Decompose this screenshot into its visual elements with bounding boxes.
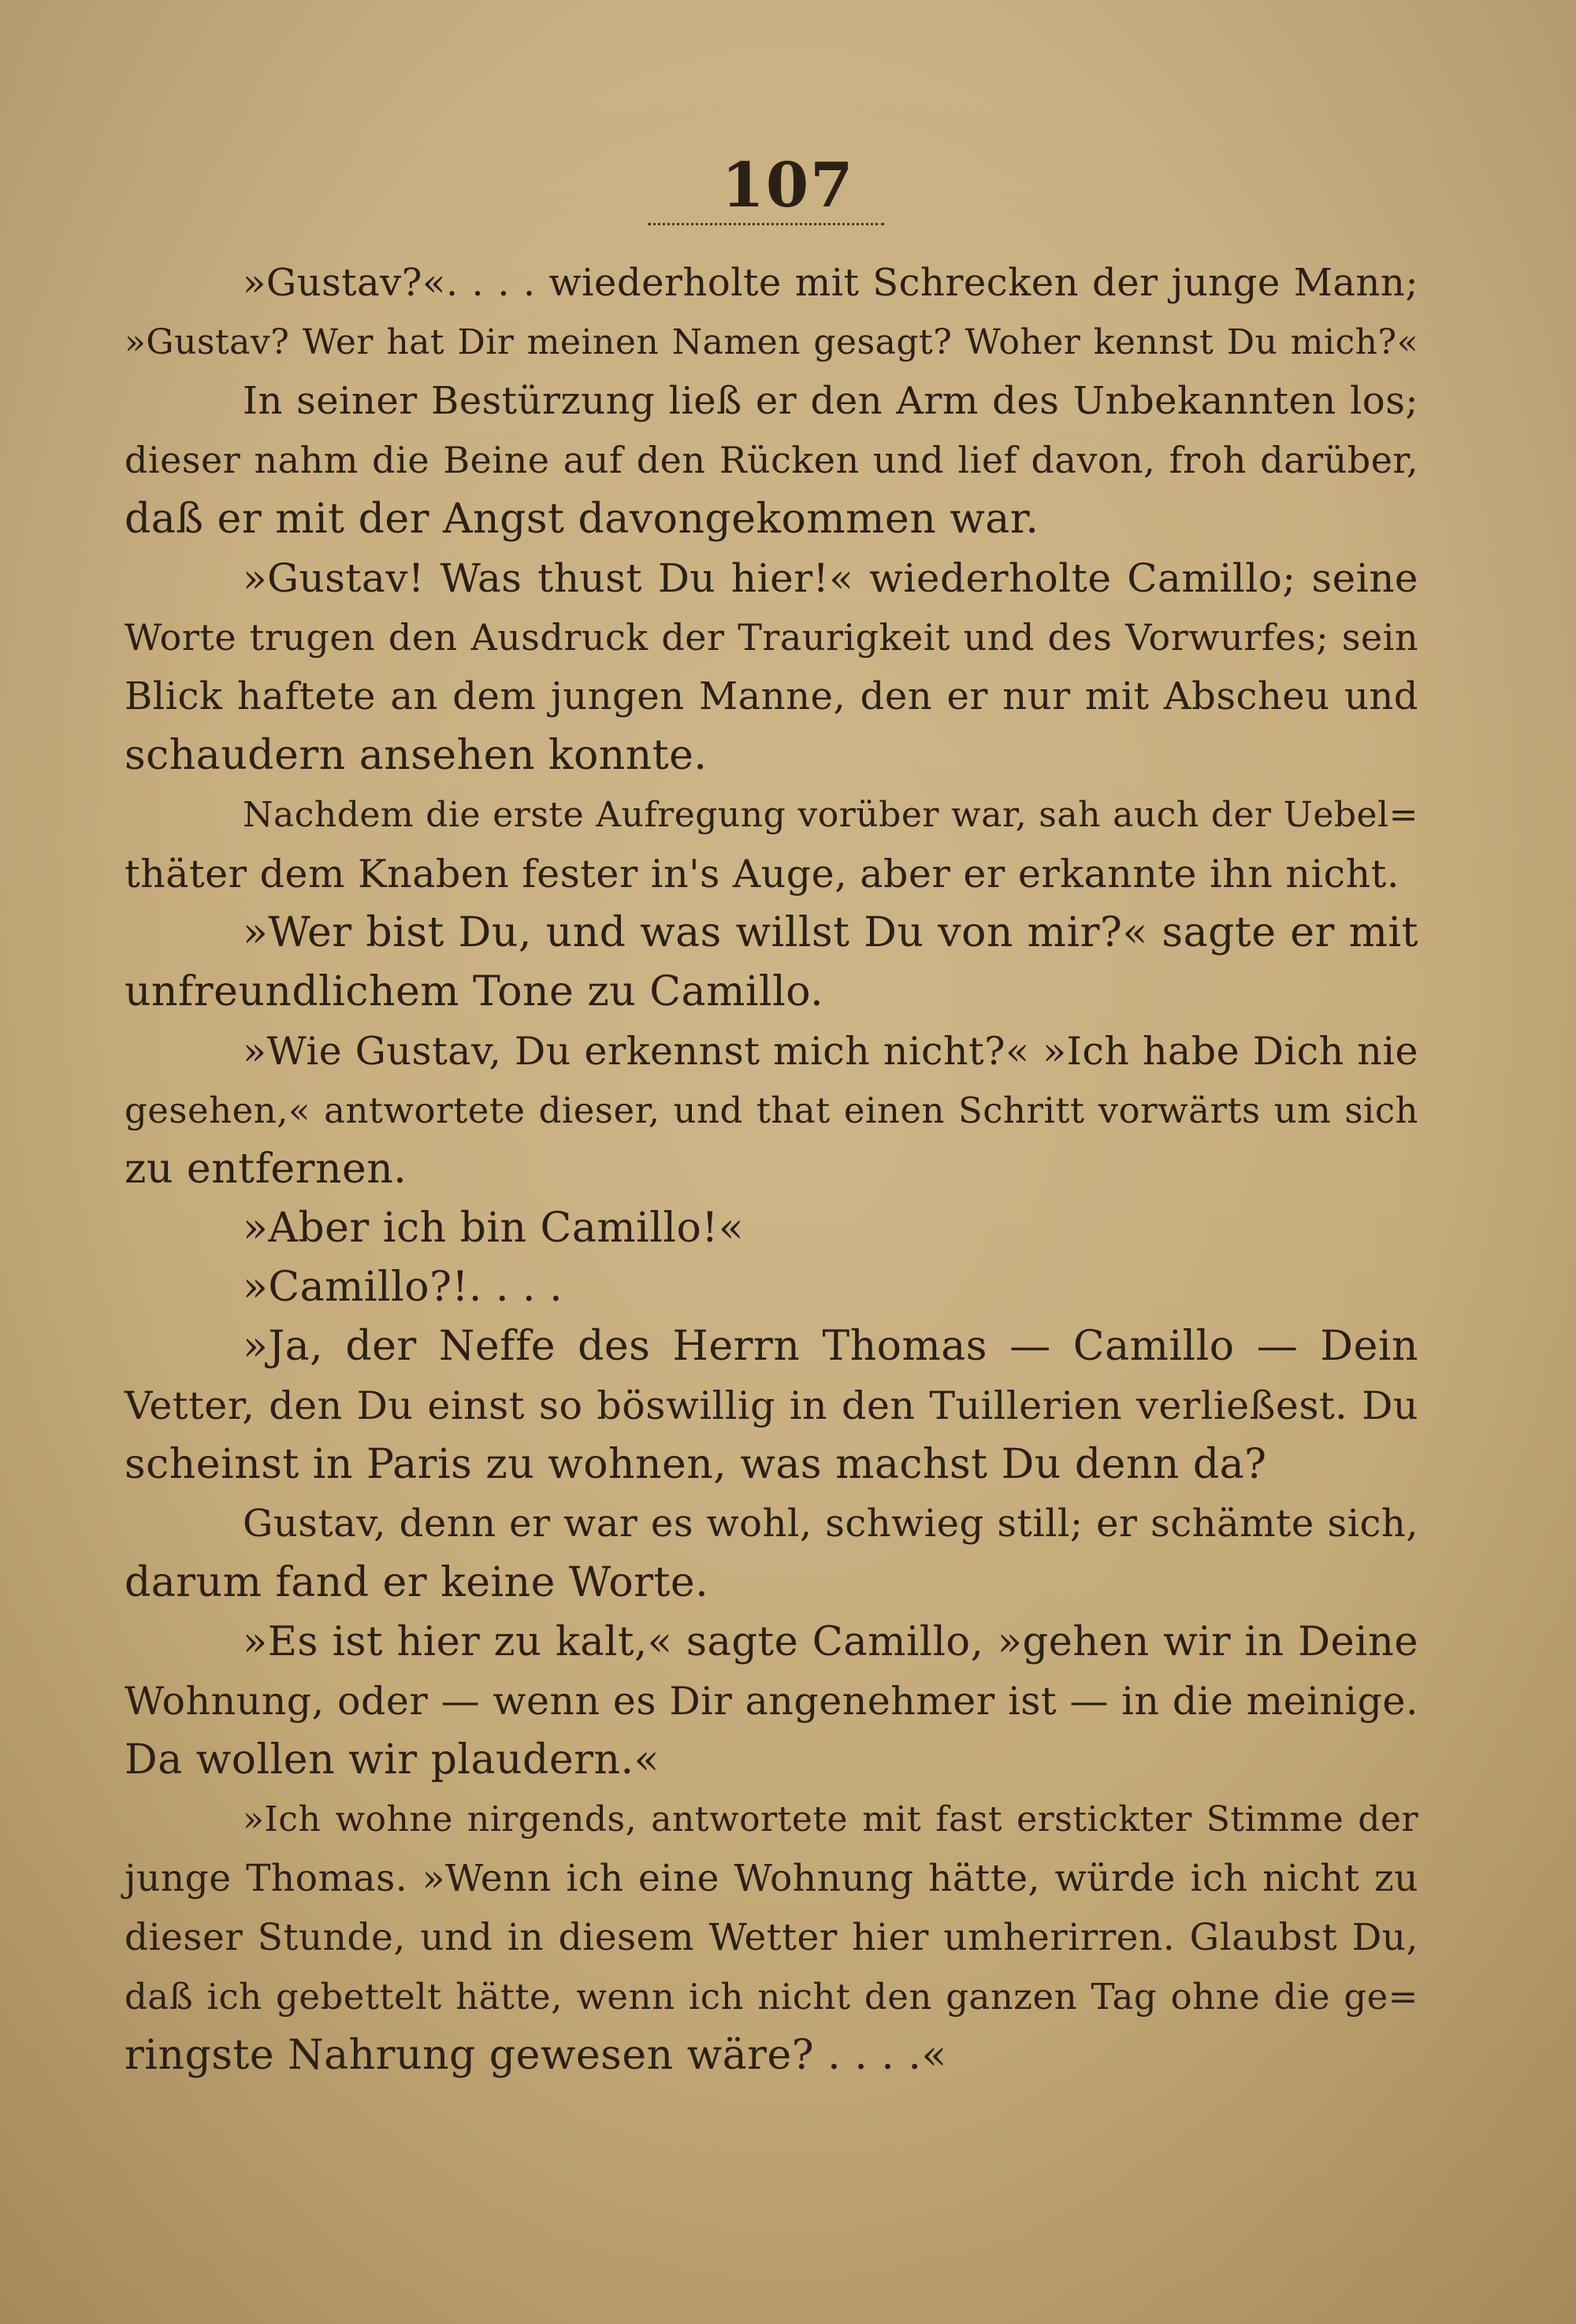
body-text [125, 254, 1418, 2085]
text-line: schaudern ansehen konnte. [125, 732, 708, 779]
text-line: Gustav, denn er war es wohl, schwieg still; er schämte sich, [243, 1502, 1418, 1546]
header-dotted-rule [648, 223, 884, 225]
text-line: Worte trugen den Ausdruck der Traurigkeit und des Vorwurfes; sein [125, 616, 1418, 659]
text-line: »Gustav?«. . . . wiederholte mit Schrecken der junge Mann; [243, 261, 1418, 305]
text-line: zu entfernen. [125, 1145, 407, 1193]
text-line: daß ich gebettelt hätte, wenn ich nicht den ganzen Tag ohne die ge= [125, 1976, 1418, 2018]
text-line: ringste Nahrung gewesen wäre? . . . .« [125, 2032, 947, 2079]
text-line: »Ich wohne nirgends, antwortete mit fast erstickter Stimme der [243, 1799, 1418, 1840]
text-line: darum fand er keine Worte. [125, 1559, 709, 1606]
page-number: 107 [721, 150, 855, 221]
text-line: »Es ist hier zu kalt,« sagte Camillo, »gehen wir in Deine [243, 1619, 1418, 1665]
text-line: dieser nahm die Beine auf den Rücken und lief davon, froh darüber, [125, 439, 1418, 481]
text-line: scheinst in Paris zu wohnen, was machst Du denn da? [125, 1441, 1267, 1488]
text-line: daß er mit der Angst davongekommen war. [125, 496, 1039, 543]
text-line: »Ja, der Neffe des Herrn Thomas — Camillo — Dein [243, 1323, 1418, 1370]
text-line: »Wie Gustav, Du erkennst mich nicht?« »Ich habe Dich nie [243, 1029, 1418, 1074]
text-line: Nachdem die erste Aufregung vorüber war, sah auch der Uebel= [243, 795, 1418, 835]
text-line: Vetter, den Du einst so böswillig in den Tuillerien verließest. Du [125, 1383, 1418, 1428]
text-line: Blick haftete an dem jungen Manne, den er nur mit Abscheu und [125, 674, 1418, 718]
text-line: Da wollen wir plaudern.« [125, 1736, 660, 1784]
text-line: In seiner Bestürzung ließ er den Arm des Unbekannten los; [243, 379, 1418, 423]
text-line: »Aber ich bin Camillo!« [243, 1205, 745, 1252]
text-line: junge Thomas. »Wenn ich eine Wohnung hätte, würde ich nicht zu [125, 1857, 1418, 1900]
text-line: dieser Stunde, und in diesem Wetter hier umherirren. Glaubst Du, [125, 1916, 1418, 1959]
text-line: unfreundlichem Tone zu Camillo. [125, 968, 824, 1015]
text-line: thäter dem Knaben fester in's Auge, aber er erkannte ihn nicht. [125, 852, 1399, 897]
text-line: »Gustav? Wer hat Dir meinen Namen gesagt? Woher kennst Du mich?« [125, 322, 1418, 362]
text-line: Wohnung, oder — wenn es Dir angenehmer ist — in die meinige. [125, 1679, 1418, 1724]
text-line: »Gustav! Was thust Du hier!« wiederholte Camillo; seine [243, 555, 1418, 601]
text-line: »Camillo?!. . . . [243, 1264, 563, 1311]
text-line: »Wer bist Du, und was willst Du von mir?« sagte er mit [243, 909, 1418, 956]
text-line: gesehen,« antwortete dieser, und that einen Schritt vorwärts um sich [125, 1090, 1418, 1131]
